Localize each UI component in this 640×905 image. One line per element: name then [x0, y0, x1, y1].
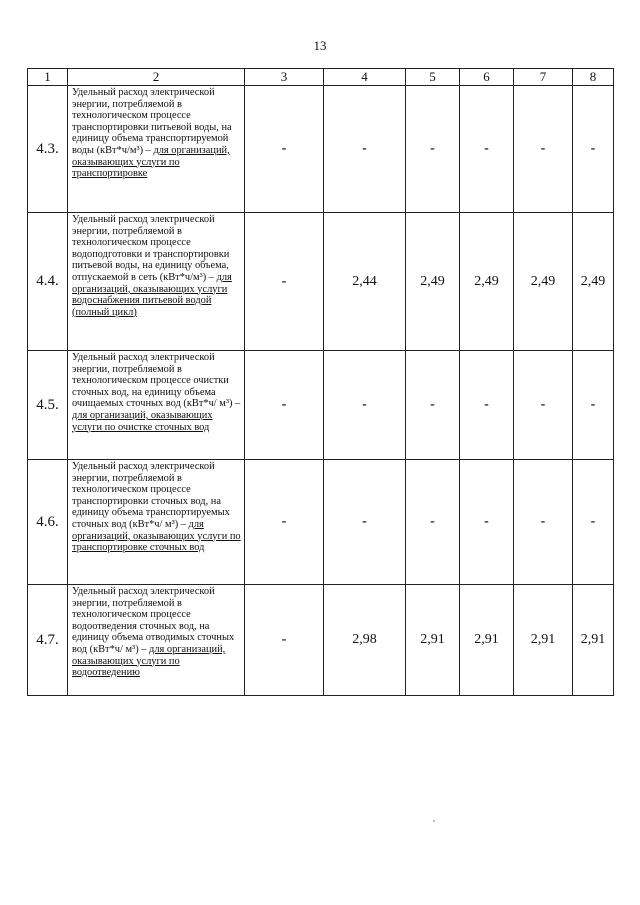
value-cell: - — [324, 86, 406, 213]
row-number: 4.6. — [28, 460, 68, 585]
value-cell: - — [573, 351, 614, 460]
value-cell: - — [406, 460, 460, 585]
value-cell: - — [245, 585, 324, 696]
indicator-table — [27, 68, 614, 696]
value-cell: 2,91 — [514, 585, 573, 696]
description-underlined: для организаций, оказывающих услуги по транспортировке — [72, 144, 230, 180]
column-header: 4 — [324, 69, 406, 86]
description-underlined: для организаций, оказывающих услуги водоснабжения питьевой водой (полный цикл) — [72, 271, 232, 318]
value-cell: 2,98 — [324, 585, 406, 696]
value-cell: 2,91 — [406, 585, 460, 696]
column-header: 2 — [68, 69, 245, 86]
description-text: Удельный расход электрической энергии, потребляемой в технологическом процессе очистки сточных вод, на единицу объема очищаемых сточных вод (кВт*ч/ м³) – — [72, 352, 241, 410]
value-cell: 2,49 — [460, 213, 514, 351]
page-number: 13 — [313, 38, 327, 53]
column-header: 1 — [28, 69, 68, 86]
row-description — [68, 585, 245, 696]
value-cell: - — [324, 351, 406, 460]
table-row — [28, 86, 614, 213]
table-header-row — [28, 69, 614, 86]
value-cell: - — [573, 460, 614, 585]
value-cell: - — [324, 460, 406, 585]
value-cell: - — [245, 351, 324, 460]
row-description — [68, 460, 245, 585]
description-text: Удельный расход электрической энергии, потребляемой в технологическом процессе водоподготовки и транспортировки питьевой воды, на единицу объема, отпускаемой в сеть (кВт*ч/м³) – — [72, 214, 230, 283]
row-number: 4.3. — [28, 86, 68, 213]
table-row — [28, 585, 614, 696]
value-cell: - — [245, 213, 324, 351]
description-text: Удельный расход электрической энергии, потребляемой в технологическом процессе водоотведения сточных вод, на единицу объема отводимых сточных вод (кВт*ч/ м³) – — [72, 586, 235, 655]
column-header: 5 — [406, 69, 460, 86]
value-cell: - — [573, 86, 614, 213]
row-description — [68, 351, 245, 460]
row-number: 4.4. — [28, 213, 68, 351]
value-cell: 2,49 — [406, 213, 460, 351]
column-header: 8 — [573, 69, 614, 86]
description-underlined: для организаций, оказывающих услуги по транспортировке сточных вод — [72, 518, 241, 554]
column-header: 7 — [514, 69, 573, 86]
value-cell: - — [245, 86, 324, 213]
column-header: 3 — [245, 69, 324, 86]
column-header: 6 — [460, 69, 514, 86]
value-cell: - — [514, 86, 573, 213]
value-cell: 2,44 — [324, 213, 406, 351]
row-number: 4.7. — [28, 585, 68, 696]
table-row — [28, 460, 614, 585]
row-description — [68, 213, 245, 351]
row-number: 4.5. — [28, 351, 68, 460]
table-row — [28, 213, 614, 351]
description-underlined: для организаций, оказывающих услуги по водоотведению — [72, 643, 226, 679]
value-cell: - — [514, 351, 573, 460]
value-cell: 2,49 — [514, 213, 573, 351]
description-underlined: для организаций, оказывающих услуги по очистке сточных вод — [72, 409, 213, 433]
value-cell: 2,91 — [460, 585, 514, 696]
value-cell: - — [460, 460, 514, 585]
value-cell: - — [406, 86, 460, 213]
row-description — [68, 86, 245, 213]
value-cell: - — [460, 351, 514, 460]
table-row — [28, 351, 614, 460]
description-text: Удельный расход электрической энергии, потребляемой в технологическом процессе транспортировки сточных вод, на единицу объема транспортируемых сточных вод (кВт*ч/ м³) – — [72, 461, 230, 530]
value-cell: - — [460, 86, 514, 213]
value-cell: - — [514, 460, 573, 585]
scan-speck — [433, 820, 435, 822]
value-cell: - — [245, 460, 324, 585]
value-cell: 2,91 — [573, 585, 614, 696]
description-text: Удельный расход электрической энергии, потребляемой в технологическом процессе транспортировки питьевой воды, на единицу объема транспортируемой воды (кВт*ч/м³) – — [72, 87, 232, 156]
value-cell: - — [406, 351, 460, 460]
value-cell: 2,49 — [573, 213, 614, 351]
